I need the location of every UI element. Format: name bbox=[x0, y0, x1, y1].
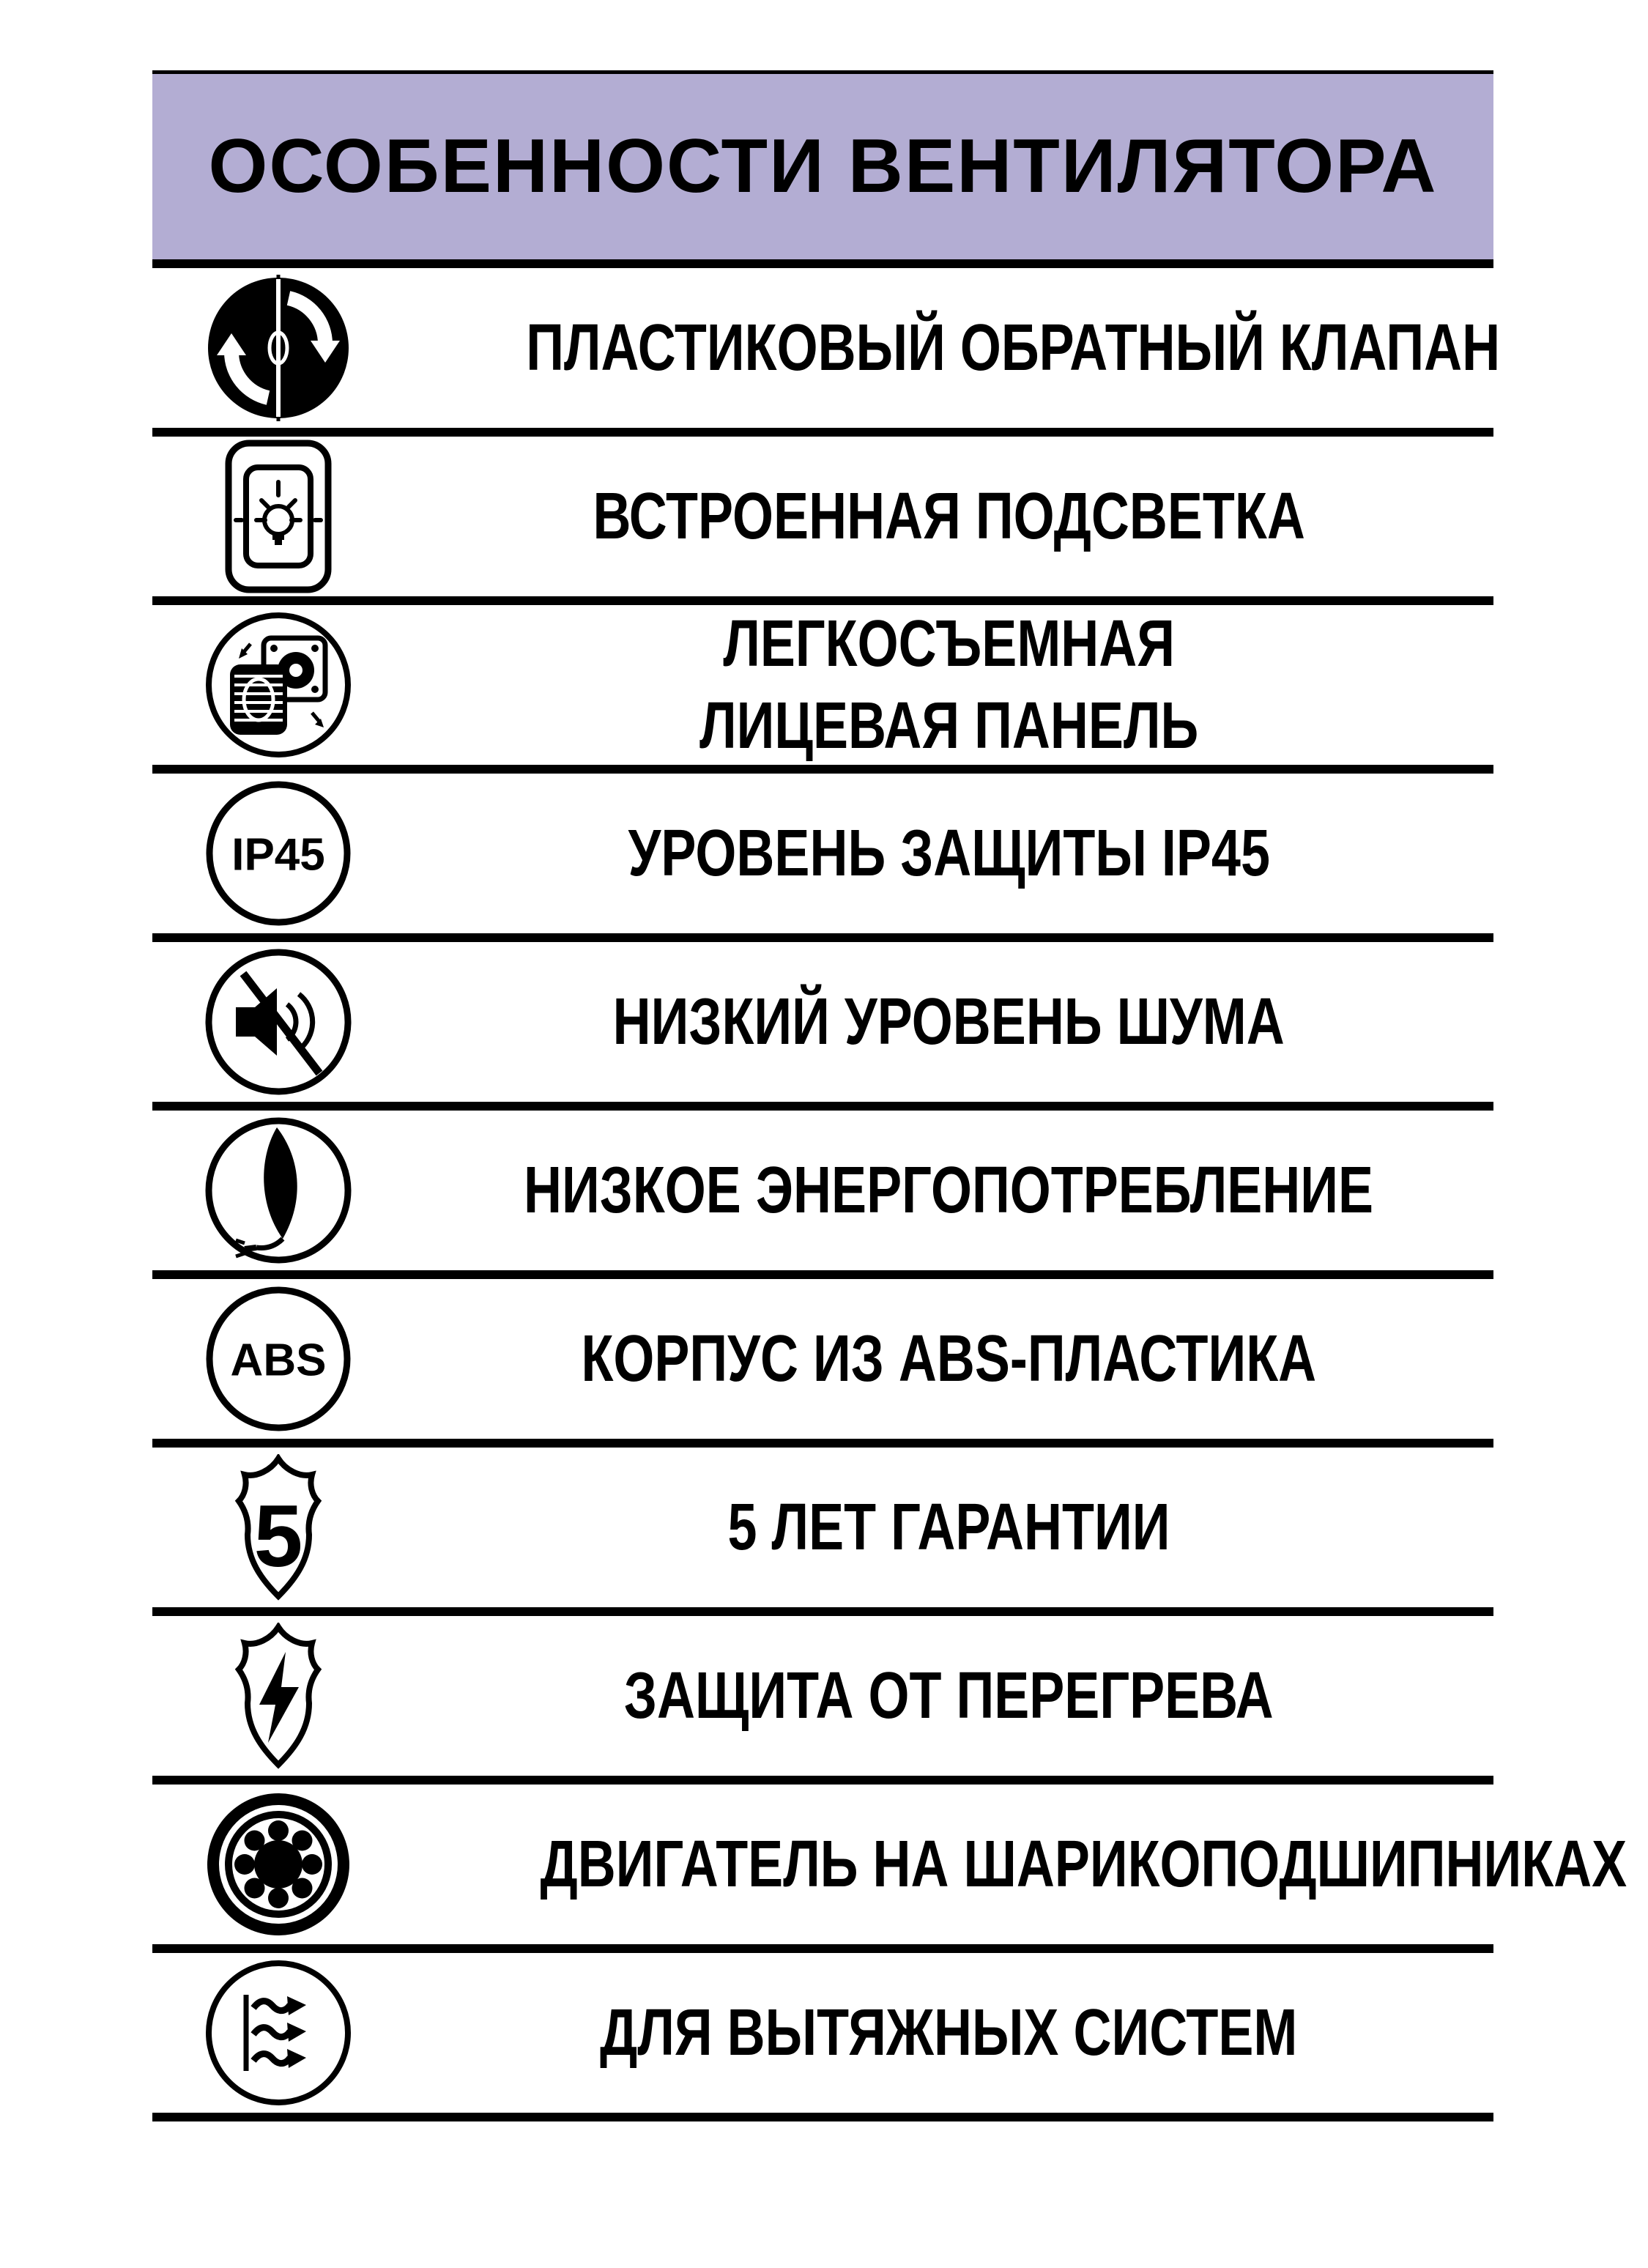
eco-leaf-plug-icon-svg bbox=[205, 1117, 352, 1264]
features-poster bbox=[152, 70, 1627, 2121]
feature-row-low-energy bbox=[152, 1111, 1493, 1279]
feature-text: ЗАЩИТА ОТ ПЕРЕГРЕВА bbox=[624, 1659, 1274, 1732]
feature-text-line-1: ЛЕГКОСЪЕМНАЯ bbox=[723, 607, 1175, 681]
feature-label bbox=[404, 1149, 1493, 1232]
feature-row-ip45 bbox=[152, 774, 1493, 942]
feature-label bbox=[404, 1486, 1493, 1569]
feature-row-ball-bearings bbox=[152, 1785, 1627, 1953]
header bbox=[152, 70, 1493, 268]
page-title: ОСОБЕННОСТИ ВЕНТИЛЯТОРА bbox=[208, 124, 1438, 209]
shield-5-icon-svg bbox=[205, 1454, 352, 1601]
feature-label bbox=[404, 1655, 1493, 1738]
removable-front-panel-icon bbox=[152, 612, 404, 758]
feature-text bbox=[699, 603, 1198, 768]
shield-5-text: 5 bbox=[253, 1487, 303, 1585]
feature-text: ДВИГАТЕЛЬ НА ШАРИКОПОДШИПНИКАХ bbox=[540, 1827, 1627, 1901]
feature-row-warranty bbox=[152, 1448, 1493, 1616]
feature-text: УРОВЕНЬ ЗАЩИТЫ IP45 bbox=[628, 816, 1270, 890]
feature-text: НИЗКИЙ УРОВЕНЬ ШУМА bbox=[612, 985, 1285, 1059]
ip45-badge-icon bbox=[152, 780, 404, 927]
feature-text: ПЛАСТИКОВЫЙ ОБРАТНЫЙ КЛАПАН bbox=[526, 311, 1501, 385]
shield-lightning-icon bbox=[152, 1623, 404, 1769]
feature-text: НИЗКОЕ ЭНЕРГОПОТРЕБЛЕНИЕ bbox=[524, 1153, 1374, 1227]
feature-row-check-valve bbox=[152, 268, 1501, 437]
feature-label bbox=[404, 1318, 1493, 1401]
feature-label bbox=[404, 812, 1493, 895]
feature-text: ДЛЯ ВЫТЯЖНЫХ СИСТЕМ bbox=[600, 1995, 1298, 2069]
muted-speaker-icon bbox=[152, 949, 404, 1095]
abs-badge-icon bbox=[152, 1286, 404, 1432]
feature-row-low-noise bbox=[152, 942, 1493, 1111]
feature-text: 5 ЛЕТ ГАРАНТИИ bbox=[727, 1490, 1170, 1564]
feature-label bbox=[404, 603, 1493, 768]
airflow-icon-svg bbox=[205, 1960, 352, 2106]
feature-label bbox=[404, 1823, 1648, 1906]
shield-lightning-icon-svg bbox=[205, 1623, 352, 1769]
ip45-badge-text: IP45 bbox=[231, 829, 325, 881]
muted-speaker-icon-svg bbox=[205, 949, 352, 1095]
feature-row-abs bbox=[152, 1279, 1493, 1448]
light-switch-icon-svg bbox=[205, 440, 352, 593]
ip45-badge-icon-svg bbox=[205, 780, 352, 927]
ball-bearing-icon-svg bbox=[205, 1791, 352, 1938]
feature-row-backlight bbox=[152, 437, 1493, 605]
feature-row-exhaust bbox=[152, 1953, 1493, 2121]
airflow-icon bbox=[152, 1960, 404, 2106]
feature-text: ВСТРОЕННАЯ ПОДСВЕТКА bbox=[593, 479, 1305, 553]
feature-label bbox=[404, 1992, 1493, 2075]
feature-label bbox=[404, 307, 1622, 390]
shield-5-icon bbox=[152, 1454, 404, 1601]
feature-row-overheat bbox=[152, 1616, 1493, 1785]
abs-badge-icon-svg bbox=[205, 1286, 352, 1432]
abs-badge-text: ABS bbox=[230, 1335, 327, 1386]
light-switch-icon bbox=[152, 440, 404, 593]
feature-text-line-2: ЛИЦЕВАЯ ПАНЕЛЬ bbox=[699, 689, 1199, 763]
removable-front-panel-icon-svg bbox=[205, 612, 352, 758]
eco-leaf-plug-icon bbox=[152, 1117, 404, 1264]
feature-label bbox=[404, 475, 1493, 558]
feature-text: КОРПУС ИЗ ABS-ПЛАСТИКА bbox=[581, 1322, 1317, 1396]
check-valve-icon-svg bbox=[205, 275, 352, 421]
ball-bearing-icon bbox=[152, 1791, 404, 1938]
check-valve-icon bbox=[152, 275, 404, 421]
feature-row-removable-panel bbox=[152, 605, 1493, 774]
feature-label bbox=[404, 981, 1493, 1064]
